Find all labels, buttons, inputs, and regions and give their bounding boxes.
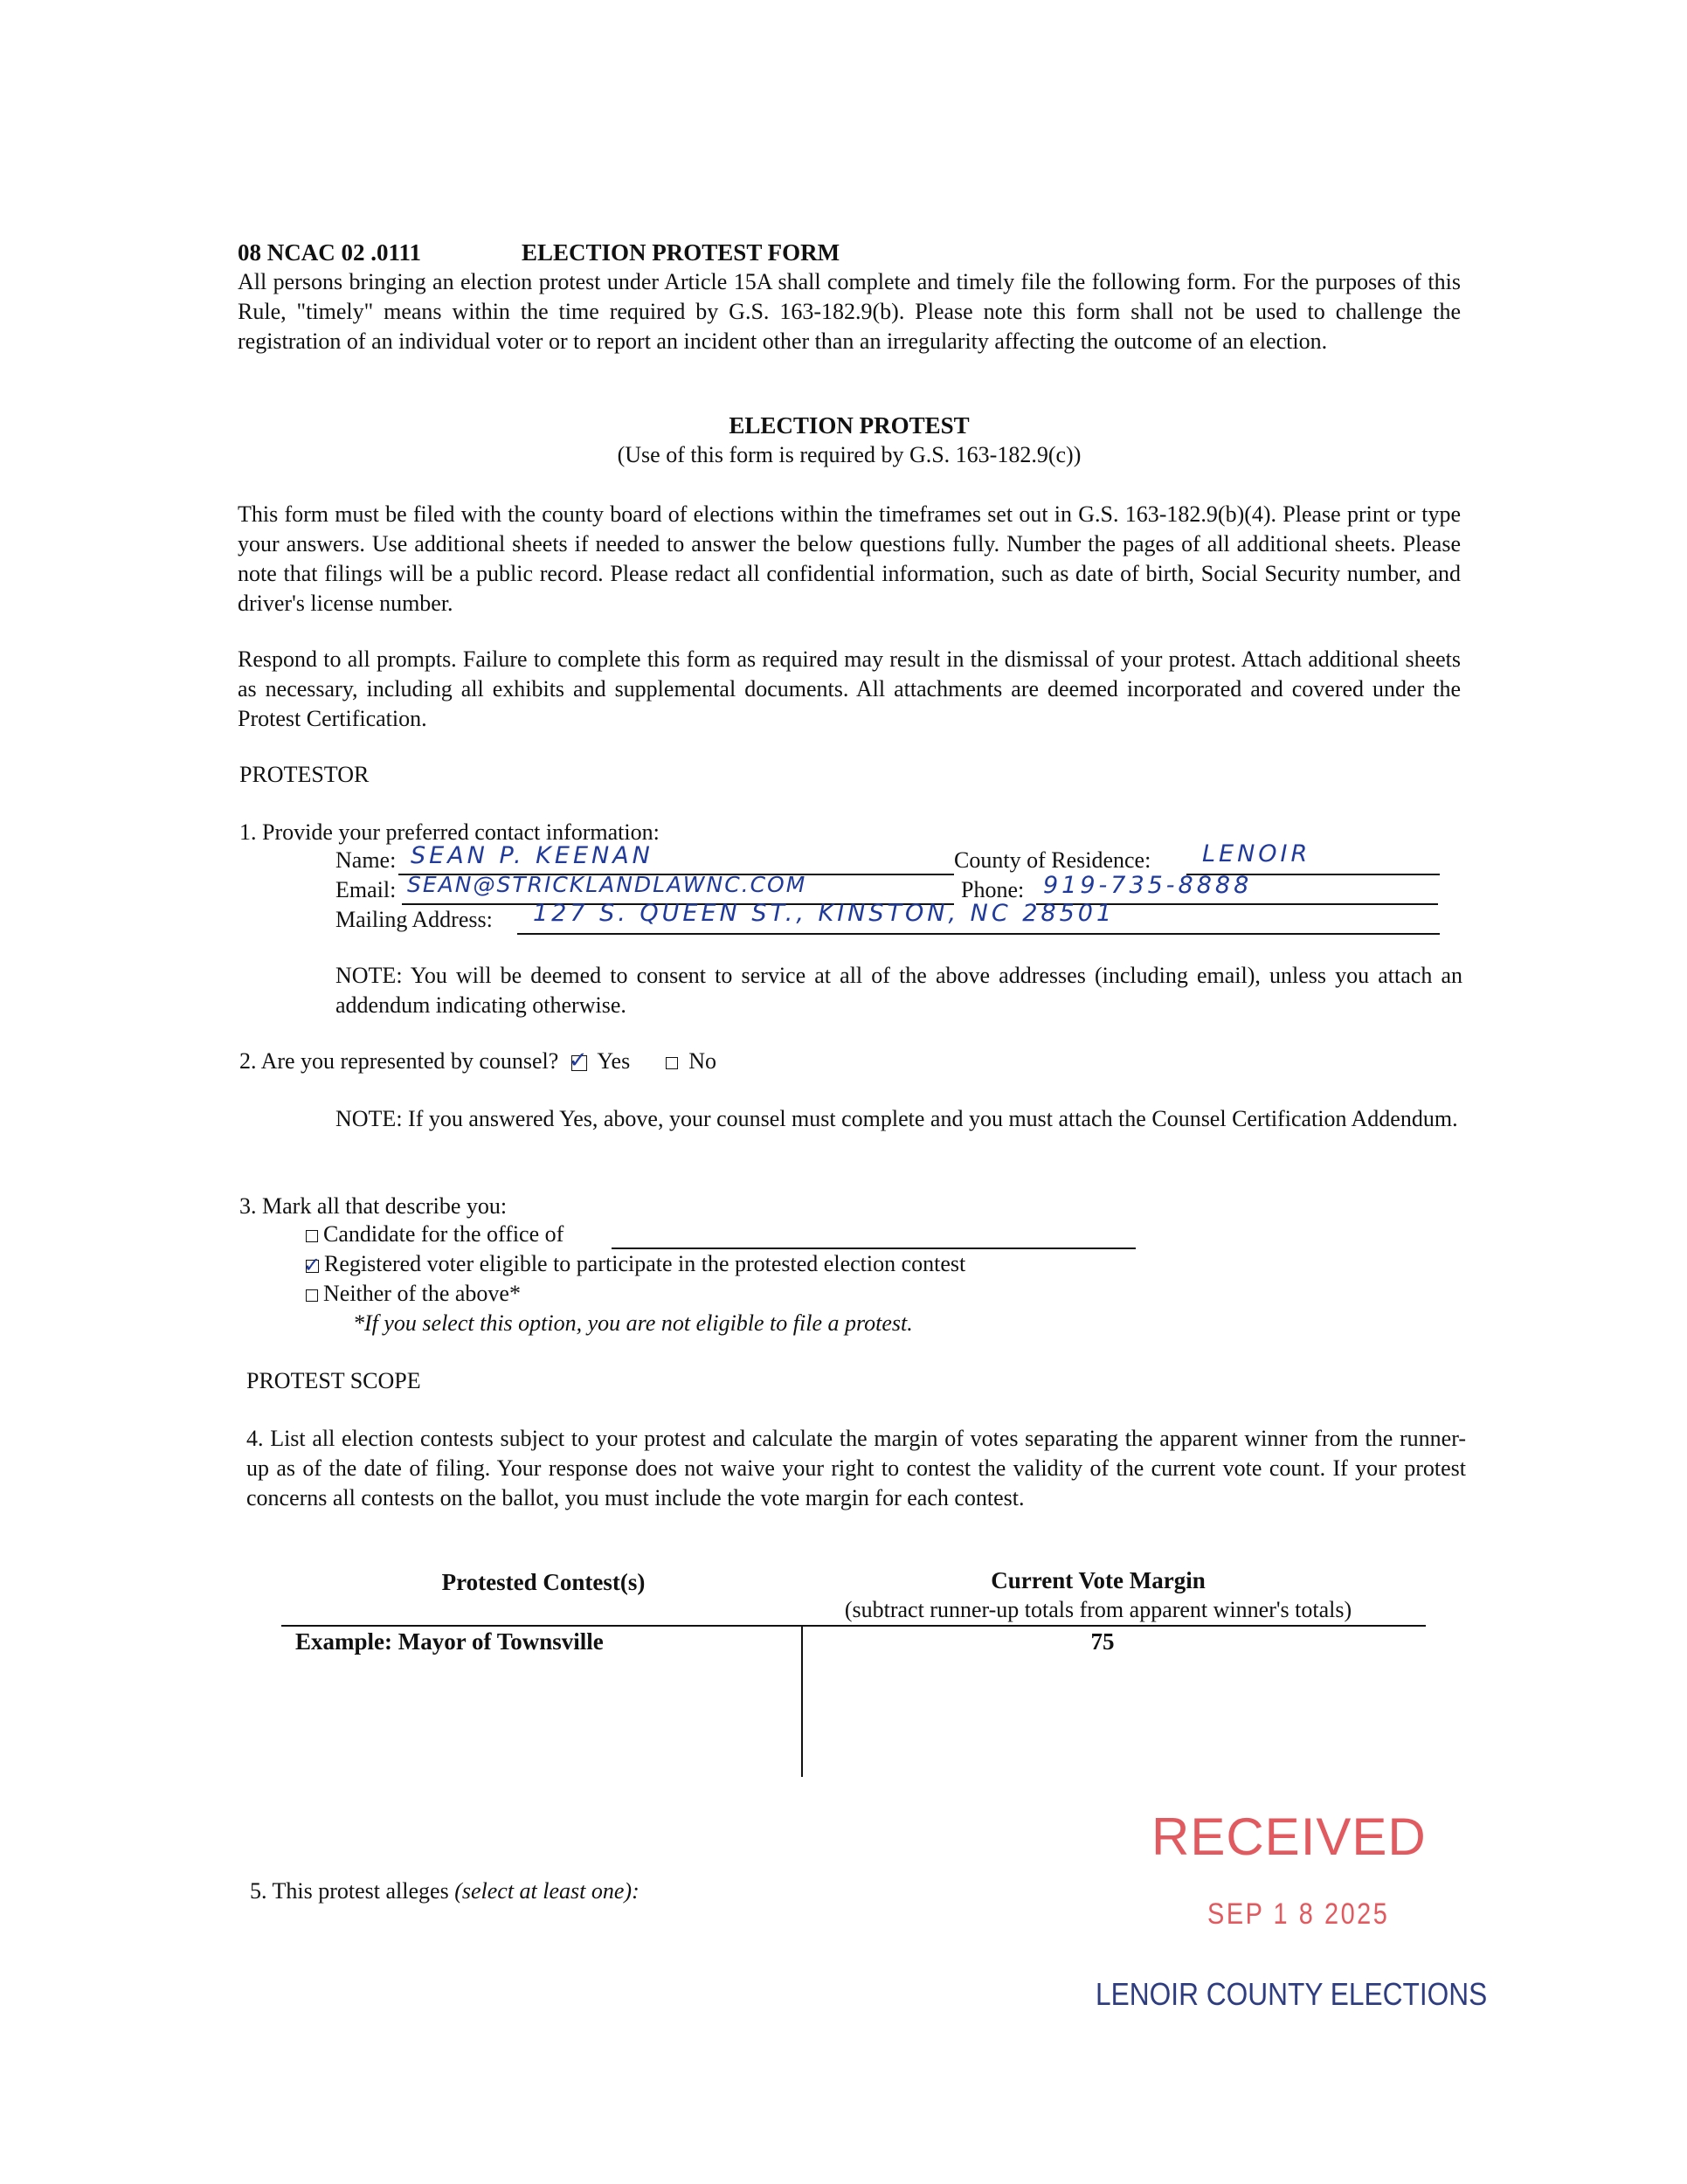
name-label: Name: xyxy=(335,847,397,873)
option-candidate xyxy=(306,1220,563,1249)
instructions-paragraph-1: This form must be filed with the county board of elections within the timeframes set out in G.S. 163-182.9(b)(4). Please print or type your answers. Use additional sheets if needed to answer the below questions fully. Number the pages of all additional sheets. Please note that filings will be a public record. Please redact all confidential information, such as date of birth, Social Security number, and driver's license number. xyxy=(238,501,1461,616)
question-5 xyxy=(250,1876,640,1906)
rule-code: 08 NCAC 02 .0111 xyxy=(238,239,422,266)
table-header-rule xyxy=(281,1625,1426,1627)
instructions-paragraph-2: Respond to all prompts. Failure to complete this form as required may result in the dismissal of your protest. Attach additional sheets as necessary, including all exhibits and supplemental documents. All attachments are deemed incorporated and covered under the Protest Certification. xyxy=(238,646,1461,731)
phone-field[interactable]: 919-735-8888 xyxy=(1043,872,1253,899)
registered-voter-checkbox[interactable] xyxy=(303,1252,321,1277)
contests-table xyxy=(281,1569,1426,1779)
name-field[interactable]: SEAN P. KEENAN xyxy=(411,842,653,869)
counsel-no-label: No xyxy=(688,1048,716,1074)
example-contest: Example: Mayor of Townsville xyxy=(295,1628,604,1655)
county-field[interactable]: LENOIR xyxy=(1202,840,1311,867)
county-label: County of Residence: xyxy=(954,847,1151,873)
protest-title: ELECTION PROTEST xyxy=(729,412,970,439)
registered-voter-label: Registered voter eligible to participate in the protested election contest xyxy=(324,1251,966,1276)
section-protestor: PROTESTOR xyxy=(239,762,370,787)
section-protest-scope: PROTEST SCOPE xyxy=(246,1368,421,1393)
received-office: LENOIR COUNTY ELECTIONS xyxy=(1096,1976,1488,2012)
question-3: 3. Mark all that describe you: xyxy=(239,1193,508,1219)
email-field[interactable]: SEAN@STRICKLANDLAWNC.COM xyxy=(407,872,807,897)
counsel-yes-label: Yes xyxy=(597,1048,631,1074)
question-2 xyxy=(239,1047,716,1076)
phone-label: Phone: xyxy=(961,877,1025,902)
question-2-label: 2. Are you represented by counsel? xyxy=(239,1048,559,1074)
counsel-yes-checkbox[interactable] xyxy=(568,1047,588,1075)
option-neither xyxy=(306,1279,521,1309)
address-label: Mailing Address: xyxy=(335,907,493,932)
protest-subtitle: (Use of this form is required by G.S. 163-182.9(c)) xyxy=(617,442,1082,467)
col-header-margin: Current Vote Margin xyxy=(991,1567,1206,1593)
candidate-checkbox[interactable] xyxy=(306,1230,318,1242)
col-subheader-margin: (subtract runner-up totals from apparent winner's totals) xyxy=(844,1597,1352,1622)
question-5-emphasis: (select at least one): xyxy=(454,1878,640,1904)
checkmark-icon: ✓ xyxy=(303,1252,321,1277)
candidate-label: Candidate for the office of xyxy=(323,1221,564,1247)
question-5-label: 5. This protest alleges xyxy=(250,1878,455,1904)
form-title: ELECTION PROTEST FORM xyxy=(522,239,840,266)
counsel-note: NOTE: If you answered Yes, above, your counsel must complete and you must attach the Counsel Certification Addendum. xyxy=(335,1106,1458,1131)
email-label: Email: xyxy=(335,877,397,902)
received-stamp: RECEIVED xyxy=(1151,1807,1427,1866)
counsel-no-checkbox[interactable] xyxy=(666,1057,678,1069)
checkmark-icon: ✓ xyxy=(568,1047,588,1075)
received-date: SEP 1 8 2025 xyxy=(1207,1897,1390,1931)
intro-paragraph: All persons bringing an election protest under Article 15A shall complete and timely file the following form. For the purposes of this Rule, "timely" means within the time required by G.S. 163-182.9(b). Please note this form shall not be used to challenge the registration of an individual voter or to report an incident other than an irregularity affecting the outcome of an election. xyxy=(238,269,1461,354)
neither-checkbox[interactable] xyxy=(306,1289,318,1302)
neither-footnote: *If you select this option, you are not eligible to file a protest. xyxy=(353,1310,913,1336)
service-note: NOTE: You will be deemed to consent to service at all of the above addresses (including email), unless you attach an addendum indicating otherwise. xyxy=(335,963,1462,1018)
table-column-divider xyxy=(801,1627,803,1777)
option-registered-voter xyxy=(303,1249,966,1279)
address-field[interactable]: 127 S. QUEEN ST., KINSTON, NC 28501 xyxy=(533,900,1116,927)
neither-label: Neither of the above* xyxy=(323,1281,521,1306)
question-1: 1. Provide your preferred contact information: xyxy=(239,819,660,845)
example-margin: 75 xyxy=(1090,1628,1115,1655)
address-underline xyxy=(517,933,1440,935)
col-header-contests: Protested Contest(s) xyxy=(441,1569,646,1595)
question-4: 4. List all election contests subject to your protest and calculate the margin of votes separating the apparent winner from the runner-up as of the date of filing. Your response does not waive your right to contest the validity of the current vote count. If your protest concerns all contests on the ballot, you must include the vote margin for each contest. xyxy=(246,1426,1466,1510)
